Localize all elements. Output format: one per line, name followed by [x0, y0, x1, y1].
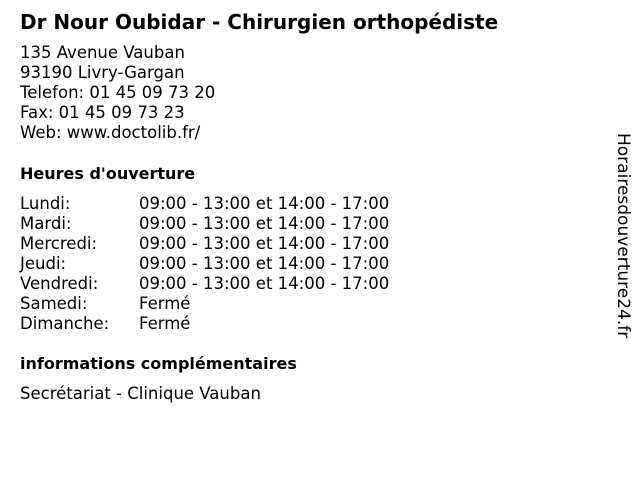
watermark-text: Horairesdouverture24.fr [613, 133, 633, 339]
additional-info-heading: informations complémentaires [20, 354, 297, 373]
street-address: 135 Avenue Vauban [20, 43, 185, 62]
fax-number: Fax: 01 45 09 73 23 [20, 103, 185, 122]
day-label: Dimanche: [20, 314, 110, 333]
day-label: Vendredi: [20, 274, 99, 293]
additional-info-text: Secrétariat - Clinique Vauban [20, 384, 261, 403]
page-title: Dr Nour Oubidar - Chirurgien orthopédiste [20, 10, 499, 34]
hours-value: 09:00 - 13:00 et 14:00 - 17:00 [139, 214, 390, 233]
hours-value: Fermé [139, 314, 191, 333]
hours-value: Fermé [139, 294, 191, 313]
address-block [20, 43, 215, 143]
opening-hours-heading: Heures d'ouverture [20, 164, 196, 183]
day-label: Lundi: [20, 194, 71, 213]
day-label: Mardi: [20, 214, 72, 233]
phone-number: Telefon: 01 45 09 73 20 [20, 83, 216, 102]
hours-value: 09:00 - 13:00 et 14:00 - 17:00 [139, 234, 390, 253]
website: Web: www.doctolib.fr/ [20, 123, 201, 142]
hours-value: 09:00 - 13:00 et 14:00 - 17:00 [139, 194, 390, 213]
hours-value: 09:00 - 13:00 et 14:00 - 17:00 [139, 254, 390, 273]
day-label: Jeudi: [20, 254, 67, 273]
day-label: Samedi: [20, 294, 88, 313]
day-label: Mercredi: [20, 234, 98, 253]
city-address: 93190 Livry-Gargan [20, 63, 185, 82]
hours-value: 09:00 - 13:00 et 14:00 - 17:00 [139, 274, 390, 293]
